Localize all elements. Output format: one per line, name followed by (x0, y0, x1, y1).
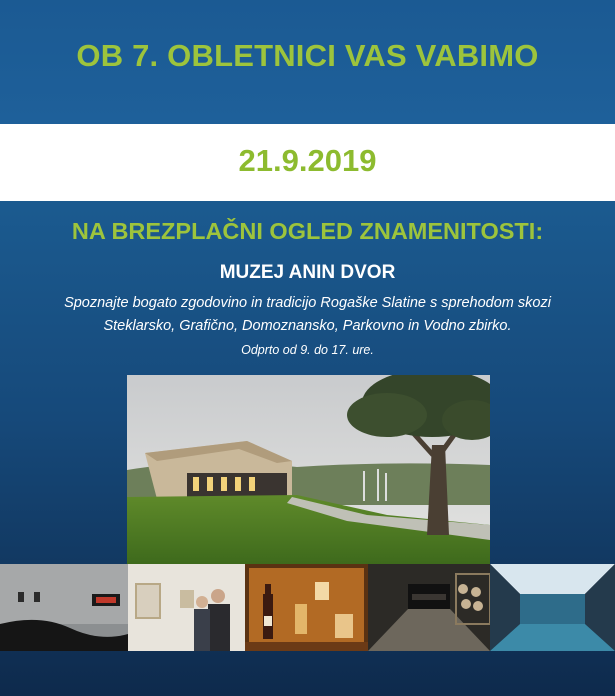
description-line-1: Spoznajte bogato zgodovino in tradicijo Rogaške Slatine s sprehodom skozi (64, 295, 551, 311)
dark-corridor-photo (368, 564, 490, 651)
sub-headline: NA BREZPLAČNI OGLED ZNAMENITOSTI: (71, 218, 544, 244)
museum-building-photo (127, 375, 490, 564)
bottle-collection-photo (245, 564, 368, 651)
description (0, 292, 615, 338)
description-line-2: Steklarsko, Grafično, Domoznansko, Parkovno in Vodno zbirko. (103, 318, 512, 334)
event-date: 21.9.2019 (238, 143, 377, 178)
illuminated-pool-photo (490, 564, 615, 651)
photo-strip (0, 564, 615, 651)
opening-hours: Odprto od 9. do 17. ure. (241, 343, 374, 357)
venue-title: MUZEJ ANIN DVOR (219, 262, 396, 283)
gallery-visitors-photo (128, 564, 245, 651)
headline: OB 7. OBLETNICI VAS VABIMO (76, 38, 539, 73)
exhibition-room-photo (0, 564, 128, 651)
